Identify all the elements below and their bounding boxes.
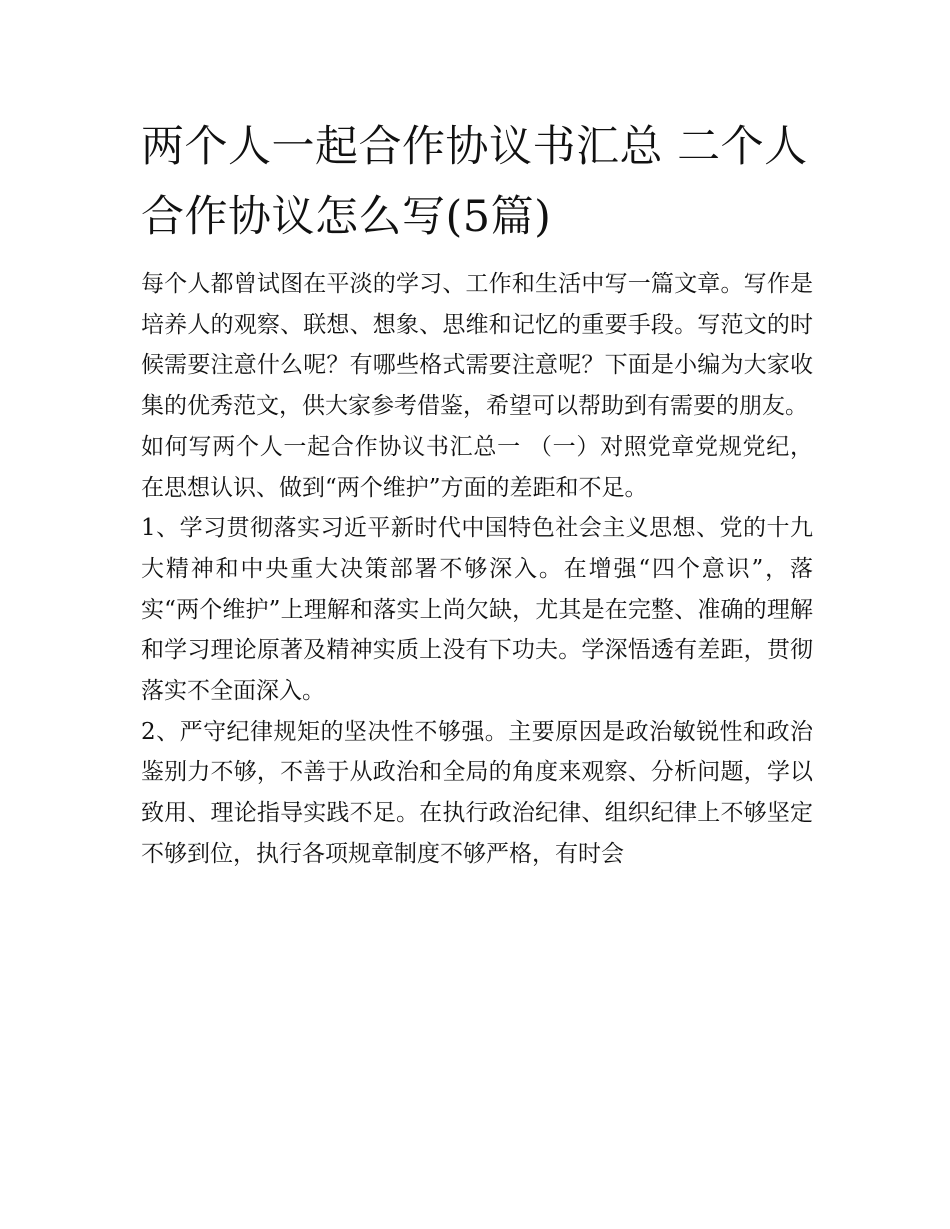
paragraph-section-heading: 如何写两个人一起合作协议书汇总一 （一）对照党章党规党纪，在思想认识、做到“两个维护”方面的差距和不足。 [141,433,813,501]
document-content [141,112,813,875]
paragraph-point-2: 2、严守纪律规矩的坚决性不够强。主要原因是政治敏锐性和政治鉴别力不够，不善于从政治和全局的角度来观察、分析问题，学以致用、理论指导实践不足。在执行政治纪律、组织纪律上不够坚定不够到位，执行各项规章制度不够严格，有时会 [141,718,813,867]
paragraph-point-1: 1、学习贯彻落实习近平新时代中国特色社会主义思想、党的十九大精神和中央重大决策部署不够深入。在增强“四个意识”，落实“两个维护”上理解和落实上尚欠缺，尤其是在完整、准确的理解和学习理论原著及精神实质上没有下功夫。学深悟透有差距，贯彻落实不全面深入。 [141,515,813,705]
document-title: 两个人一起合作协议书汇总 二个人合作协议怎么写(5篇) [141,122,808,242]
document-body [141,264,813,875]
paragraph-intro: 每个人都曾试图在平淡的学习、工作和生活中写一篇文章。写作是培养人的观察、联想、想象、思维和记忆的重要手段。写范文的时候需要注意什么呢？有哪些格式需要注意呢？下面是小编为大家收集的优秀范文，供大家参考借鉴，希望可以帮助到有需要的朋友。 [141,271,813,420]
